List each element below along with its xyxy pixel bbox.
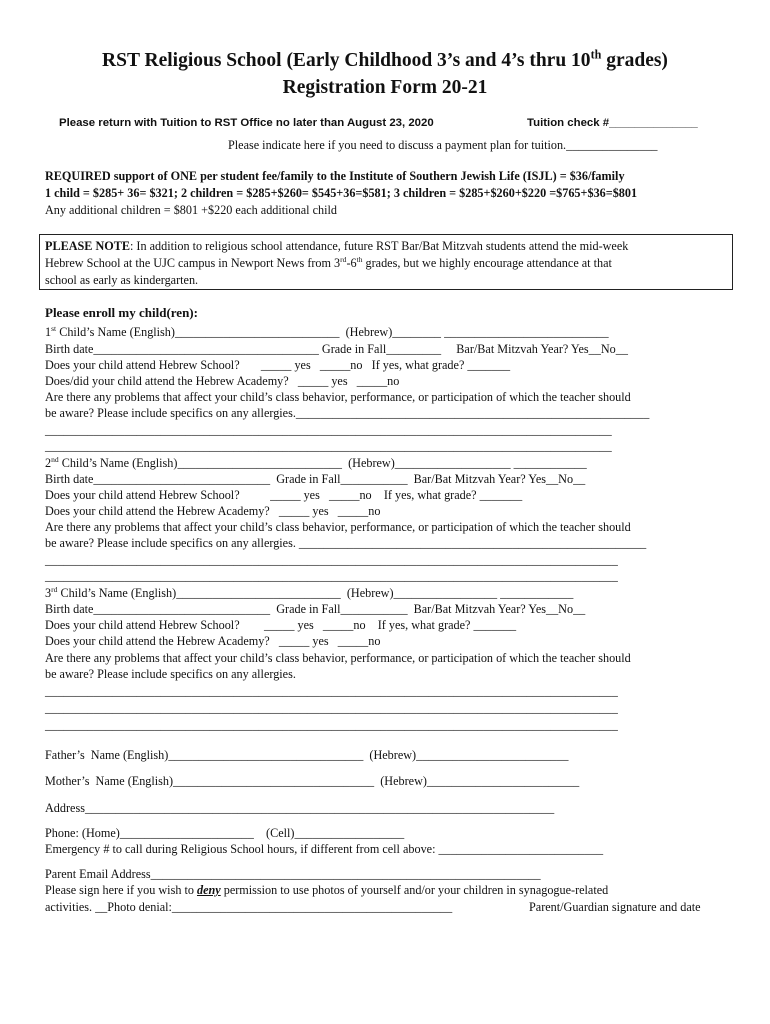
child2-birth-field[interactable]: Birth date_____________________________ Grade in Fall___________ Bar/Bat Mitzvah Year? Yes__No__ <box>45 472 586 486</box>
note-line-1: PLEASE NOTE: In addition to religious school attendance, future RST Bar/Bat Mitzvah students attend the mid-week <box>45 239 629 253</box>
address-field[interactable]: Address_____________________________________________________________________________ <box>45 801 555 815</box>
child1-blank-line[interactable]: _____________________________________________________________________________________________ <box>45 439 612 453</box>
child3-blank-line[interactable]: ______________________________________________________________________________________________ <box>45 701 618 715</box>
child3-blank-line[interactable]: ______________________________________________________________________________________________ <box>45 684 618 698</box>
tuition-check-field[interactable]: Tuition check #______________ <box>527 117 698 129</box>
child2-blank-line[interactable]: ______________________________________________________________________________________________ <box>45 553 618 567</box>
child1-allergies-field[interactable]: be aware? Please include specifics on any allergies.__________________________________________________________ <box>45 406 650 420</box>
tuition-schedule: 1 child = $285+ 36= $321; 2 children = $285+$260= $545+36=$581; 3 children = $285+$260+$220 =$765+$36=$801 <box>45 186 638 200</box>
emergency-field[interactable]: Emergency # to call during Religious School hours, if different from cell above: ___________________________ <box>45 842 604 856</box>
child2-hebrew-school[interactable]: Does your child attend Hebrew School? _____ yes _____no If yes, what grade? _______ <box>45 488 523 502</box>
isjl-fee: REQUIRED support of ONE per student fee/family to the Institute of Southern Jewish Life (ISJL) = $36/family <box>45 169 625 183</box>
email-field[interactable]: Parent Email Address________________________________________________________________ <box>45 867 541 881</box>
form-title: RST Religious School (Early Childhood 3’s and 4’s thru 10th grades) <box>102 47 668 71</box>
note-line-2: Hebrew School at the UJC campus in Newport News from 3rd-6th grades, but we highly encourage attendance at that <box>45 254 612 270</box>
child3-blank-line[interactable]: ______________________________________________________________________________________________ <box>45 718 618 732</box>
mother-name-field[interactable]: Mother’s Name (English)_________________________________ (Hebrew)_________________________ <box>45 774 580 788</box>
child3-hebrew-academy[interactable]: Does your child attend the Hebrew Academy? _____ yes _____no <box>45 634 381 648</box>
payment-plan-field[interactable]: Please indicate here if you need to discuss a payment plan for tuition._______________ <box>228 138 658 152</box>
child3-allergies-label: be aware? Please include specifics on any allergies. <box>45 667 296 681</box>
child1-problems-question: Are there any problems that affect your child’s class behavior, performance, or participation of which the teacher should <box>45 390 631 404</box>
form-subtitle: Registration Form 20-21 <box>282 77 488 98</box>
child2-allergies-field[interactable]: be aware? Please include specifics on any allergies. _________________________________________________________ <box>45 536 647 550</box>
child3-hebrew-school[interactable]: Does your child attend Hebrew School? _____ yes _____no If yes, what grade? _______ <box>45 618 517 632</box>
child3-birth-field[interactable]: Birth date_____________________________ Grade in Fall___________ Bar/Bat Mitzvah Year? Yes__No__ <box>45 602 586 616</box>
child1-hebrew-school[interactable]: Does your child attend Hebrew School? _____ yes _____no If yes, what grade? _______ <box>45 358 511 372</box>
child1-name-field[interactable]: 1st Child’s Name (English)___________________________ (Hebrew)________ ___________________________ <box>45 323 609 339</box>
child1-birth-field[interactable]: Birth date_____________________________________ Grade in Fall_________ Bar/Bat Mitzvah Year? Yes__No__ <box>45 342 628 356</box>
child2-name-field[interactable]: 2nd Child’s Name (English)___________________________ (Hebrew)___________________ ____________ <box>45 454 587 470</box>
signature-label: Parent/Guardian signature and date <box>529 900 701 914</box>
return-deadline: Please return with Tuition to RST Office no later than August 23, 2020 <box>59 117 434 129</box>
father-name-field[interactable]: Father’s Name (English)________________________________ (Hebrew)_________________________ <box>45 748 569 762</box>
child3-name-field[interactable]: 3rd Child’s Name (English)___________________________ (Hebrew)_________________ ____________ <box>45 584 574 600</box>
child2-problems-question: Are there any problems that affect your child’s class behavior, performance, or participation of which the teacher should <box>45 520 631 534</box>
child3-problems-question: Are there any problems that affect your child’s class behavior, performance, or participation of which the teacher should <box>45 651 631 665</box>
additional-children-fee: Any additional children = $801 +$220 each additional child <box>45 203 337 217</box>
child2-blank-line[interactable]: ______________________________________________________________________________________________ <box>45 569 618 583</box>
child1-blank-line[interactable]: _____________________________________________________________________________________________ <box>45 423 612 437</box>
phone-field[interactable]: Phone: (Home)______________________ (Cell)__________________ <box>45 826 405 840</box>
child1-hebrew-academy[interactable]: Does/did your child attend the Hebrew Academy? _____ yes _____no <box>45 374 400 388</box>
photo-denial-field[interactable]: activities. __Photo denial:______________________________________________ <box>45 900 453 914</box>
note-line-3: school as early as kindergarten. <box>45 273 199 287</box>
enroll-heading: Please enroll my child(ren): <box>45 305 198 320</box>
child2-hebrew-academy[interactable]: Does your child attend the Hebrew Academy? _____ yes _____no <box>45 504 381 518</box>
photo-permission-text: Please sign here if you wish to deny permission to use photos of yourself and/or your children in synagogue-related <box>45 883 609 897</box>
